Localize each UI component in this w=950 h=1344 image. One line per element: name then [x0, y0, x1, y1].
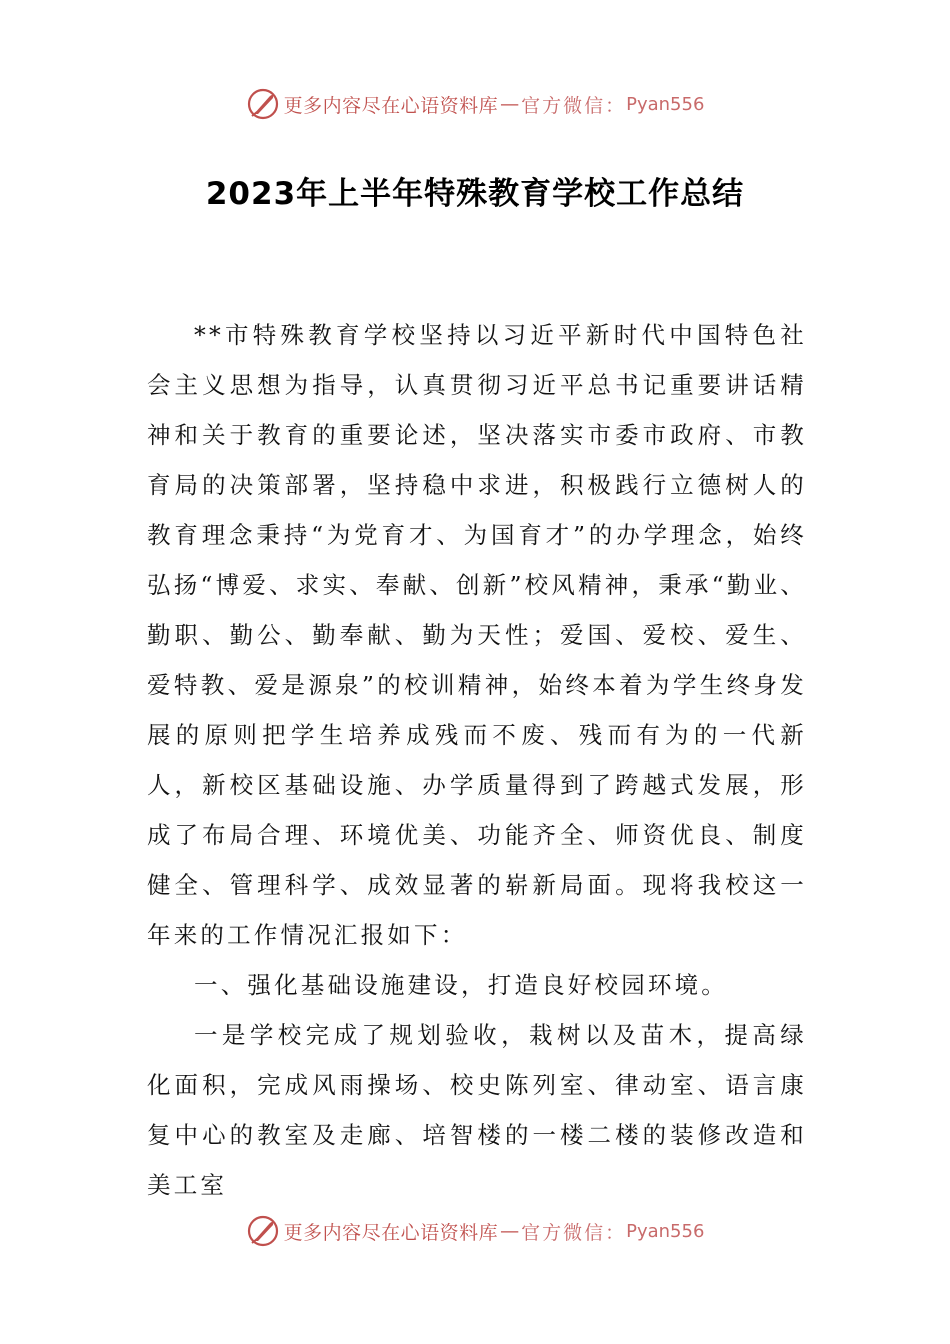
- watermark-sub-text: 官方微信：: [521, 94, 627, 117]
- watermark-dash: —: [500, 93, 520, 115]
- paragraph-intro: **市特殊教育学校坚持以习近平新时代中国特色社会主义思想为指导，认真贯彻习近平总书记重要讲话精神和关于教育的重要论述，坚决落实市委市政府、市教育局的决策部署，坚持稳中求进，积极践行立德树人的教育理念秉持“为党育才、为国育才”的办学理念，始终弘扬“博爱、求实、奉献、创新”校风精神，秉承“勤业、勤职、勤公、勤奉献、勤为天性；爱国、爱校、爱生、爱特教、爱是源泉”的校训精神，始终本着为学生终身发展的原则把学生培养成残而不废、残而有为的一代新人，新校区基础设施、办学质量得到了跨越式发展，形成了布局合理、环境优美、功能齐全、师资优良、制度健全、管理科学、成效显著的崭新局面。现将我校这一年来的工作情况汇报如下：: [147, 321, 807, 949]
- quill-pen-logo-icon: [246, 1214, 280, 1248]
- watermark-wechat-id: Pyan556: [626, 1220, 705, 1242]
- watermark-sub-text: 官方微信：: [521, 1221, 627, 1244]
- watermark-wechat-id: Pyan556: [626, 93, 705, 115]
- watermark-main-text: 更多内容尽在心语资料库: [283, 1221, 499, 1244]
- header-watermark: [0, 84, 950, 124]
- footer-watermark: [0, 1211, 950, 1251]
- paragraph-item-one: 一是学校完成了规划验收，栽树以及苗木，提高绿化面积，完成风雨操场、校史陈列室、律动室、语言康复中心的教室及走廊、培智楼的一楼二楼的装修改造和美工室: [147, 1021, 807, 1199]
- document-body: [147, 310, 807, 1210]
- watermark-dash: —: [500, 1220, 520, 1242]
- watermark-main-text: 更多内容尽在心语资料库: [283, 94, 499, 117]
- document-title: 2023年上半年特殊教育学校工作总结: [205, 176, 745, 212]
- quill-pen-logo-icon: [246, 87, 280, 121]
- paragraph-section-heading: 一、强化基础设施建设，打造良好校园环境。: [194, 971, 728, 999]
